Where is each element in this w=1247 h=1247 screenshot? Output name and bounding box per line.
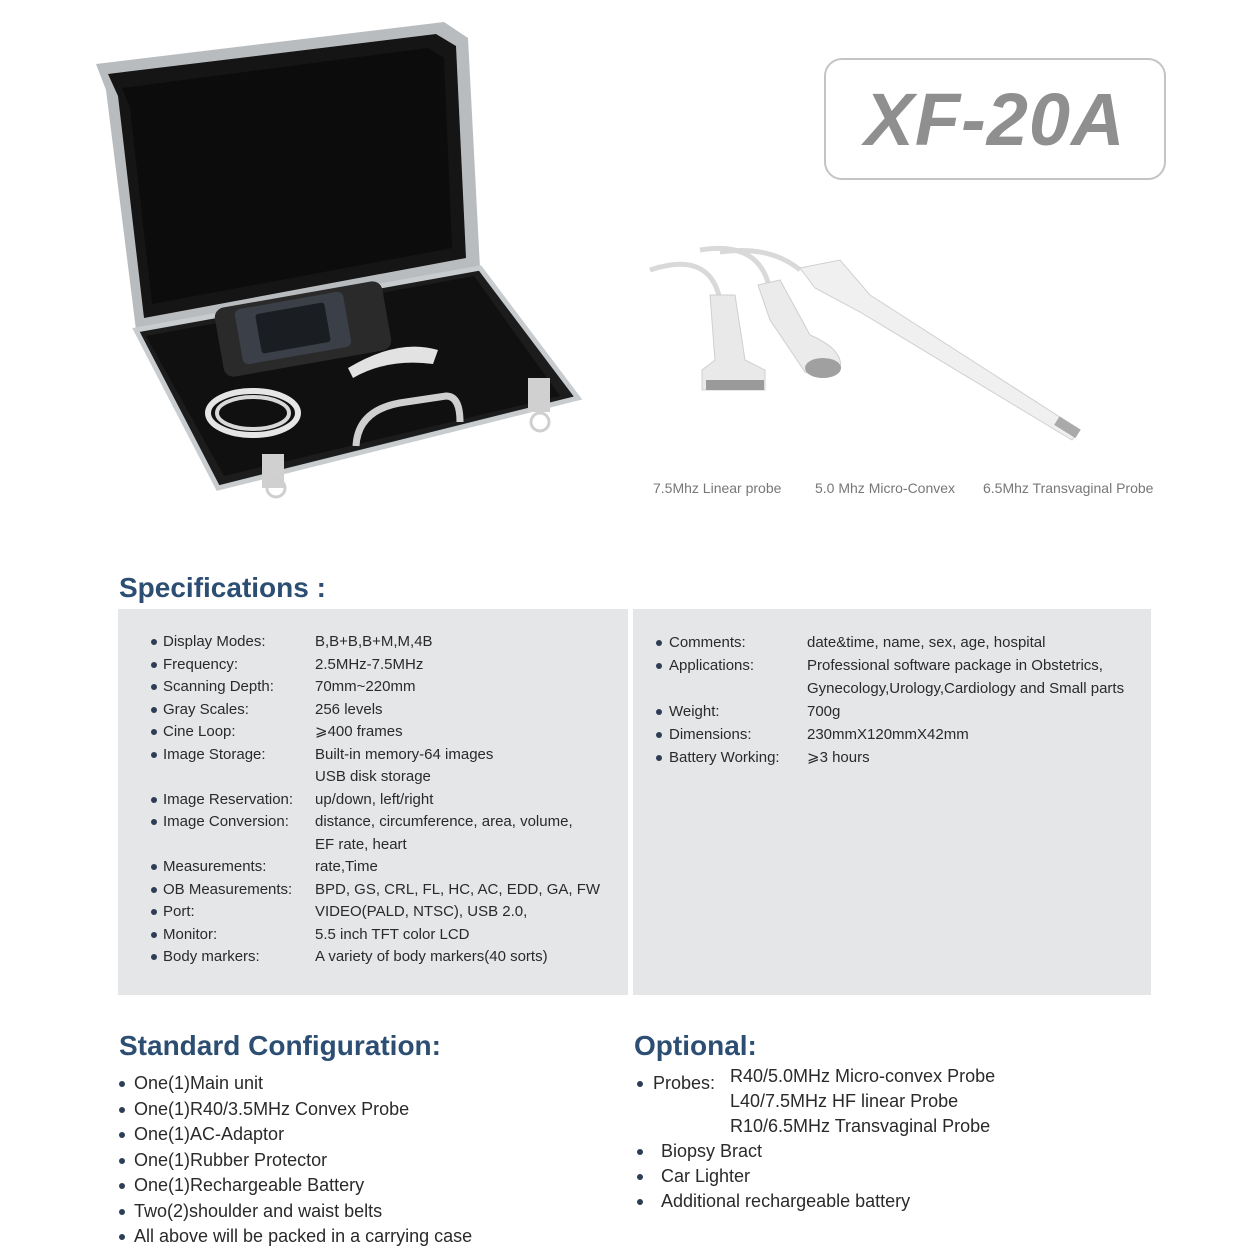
spec-key: OB Measurements: xyxy=(163,880,293,898)
bullet-dot xyxy=(119,1132,125,1138)
bullet-dot xyxy=(119,1158,125,1164)
spec-value: 230mmX120mmX42mm xyxy=(807,726,969,743)
spec-value: 70mm~220mm xyxy=(315,678,416,695)
spec-key: Image Storage: xyxy=(163,745,266,763)
bullet-dot xyxy=(151,797,157,803)
bullet-dot xyxy=(637,1081,643,1087)
spec-key: Image Reservation: xyxy=(163,790,294,808)
probe-entry-text: L40/7.5MHz HF linear Probe xyxy=(730,1091,959,1111)
bullet-dot xyxy=(151,752,157,758)
carrying-case-image xyxy=(88,18,588,508)
config-item-text: Two(2)shoulder and waist belts xyxy=(134,1200,383,1221)
bullet-dot xyxy=(656,709,662,715)
spec-key: Frequency: xyxy=(163,655,239,673)
spec-key: Comments: xyxy=(669,634,746,651)
bullet-dot xyxy=(637,1199,643,1205)
config-item-text: One(1)Main unit xyxy=(134,1073,264,1093)
spec-value: BPD, GS, CRL, FL, HC, AC, EDD, GA, FW xyxy=(315,880,601,898)
spec-key: Weight: xyxy=(669,703,720,720)
bullet-dot xyxy=(151,684,157,690)
model-name: XF-20A xyxy=(864,77,1126,161)
probe-entry-text: R40/5.0MHz Micro-convex Probe xyxy=(730,1066,996,1086)
specifications-heading: Specifications : xyxy=(119,572,326,603)
spec-value: date&time, name, sex, age, hospital xyxy=(807,634,1046,651)
spec-value: A variety of body markers(40 sorts) xyxy=(315,948,548,965)
probe-caption-micro-convex: 5.0 Mhz Micro-Convex xyxy=(815,480,956,496)
spec-key: Port: xyxy=(163,903,195,920)
bullet-dot xyxy=(119,1209,125,1215)
bullet-dot xyxy=(656,732,662,738)
standard-configuration-heading: Standard Configuration: xyxy=(119,1030,441,1061)
bullet-dot xyxy=(151,887,157,893)
bullet-dot xyxy=(119,1107,125,1113)
spec-key: Monitor: xyxy=(163,925,218,943)
optional-item-text: Additional rechargeable battery xyxy=(661,1191,911,1211)
spec-value: ⩾400 frames xyxy=(315,723,403,740)
bullet-dot xyxy=(656,640,662,646)
bullet-dot xyxy=(119,1183,125,1189)
spec-value: up/down, left/right xyxy=(315,790,434,808)
spec-value: B,B+B,B+M,M,4B xyxy=(315,633,433,650)
spec-value: Built-in memory-64 images xyxy=(315,745,494,763)
bullet-dot xyxy=(151,909,157,915)
bullet-dot xyxy=(151,729,157,735)
model-badge xyxy=(824,58,1166,180)
spec-value-continued: Gynecology,Urology,Cardiology and Small parts xyxy=(807,680,1125,697)
config-item-text: One(1)R40/3.5MHz Convex Probe xyxy=(134,1098,410,1119)
probe-caption-linear: 7.5Mhz Linear probe xyxy=(653,480,782,496)
bullet-dot xyxy=(151,954,157,960)
spec-value: ⩾3 hours xyxy=(807,749,870,766)
bullet-dot xyxy=(656,755,662,761)
spec-key: Display Modes: xyxy=(163,633,266,650)
spec-key: Measurements: xyxy=(163,858,267,875)
spec-value: VIDEO(PALD, NTSC), USB 2.0, xyxy=(315,903,528,920)
bullet-dot xyxy=(656,663,662,669)
spec-key: Cine Loop: xyxy=(163,723,236,740)
spec-key: Body markers: xyxy=(163,948,260,965)
spec-value: 2.5MHz-7.5MHz xyxy=(315,655,424,673)
spec-key: Applications: xyxy=(669,657,755,674)
probes-label: Probes: xyxy=(653,1073,716,1093)
bullet-dot xyxy=(119,1081,125,1087)
spec-value: 256 levels xyxy=(315,700,383,718)
spec-value-continued: USB disk storage xyxy=(315,768,431,785)
spec-value: Professional software package in Obstetrics, xyxy=(807,657,1103,674)
optional-item-text: Biopsy Bract xyxy=(661,1141,763,1161)
bullet-dot xyxy=(151,707,157,713)
spec-key: Battery Working: xyxy=(669,749,780,766)
bullet-dot xyxy=(151,864,157,870)
bullet-dot xyxy=(637,1149,643,1155)
config-item-text: All above will be packed in a carrying case xyxy=(134,1226,473,1246)
spec-key: Image Conversion: xyxy=(163,813,289,830)
config-item-text: One(1)Rechargeable Battery xyxy=(134,1175,365,1195)
spec-key: Dimensions: xyxy=(669,726,752,743)
bullet-dot xyxy=(119,1234,125,1240)
bullet-dot xyxy=(151,662,157,668)
optional-heading: Optional: xyxy=(634,1030,757,1061)
optional-item-text: Car Lighter xyxy=(661,1166,751,1186)
spec-key: Scanning Depth: xyxy=(163,678,274,695)
spec-value: 5.5 inch TFT color LCD xyxy=(315,925,470,943)
spec-value: distance, circumference, area, volume, xyxy=(315,813,573,830)
spec-value: 700g xyxy=(807,703,841,720)
bullet-dot xyxy=(151,639,157,645)
probes-image xyxy=(640,240,1100,460)
spec-value: rate,Time xyxy=(315,858,378,875)
spec-key: Gray Scales: xyxy=(163,700,249,718)
config-item-text: One(1)Rubber Protector xyxy=(134,1149,328,1170)
bullet-dot xyxy=(151,932,157,938)
spec-value-continued: EF rate, heart xyxy=(315,835,407,853)
bullet-dot xyxy=(151,819,157,825)
config-item-text: One(1)AC-Adaptor xyxy=(134,1124,285,1144)
probe-entry-text: R10/6.5MHz Transvaginal Probe xyxy=(730,1116,991,1136)
bullet-dot xyxy=(637,1174,643,1180)
probe-caption-transvaginal: 6.5Mhz Transvaginal Probe xyxy=(983,480,1154,496)
